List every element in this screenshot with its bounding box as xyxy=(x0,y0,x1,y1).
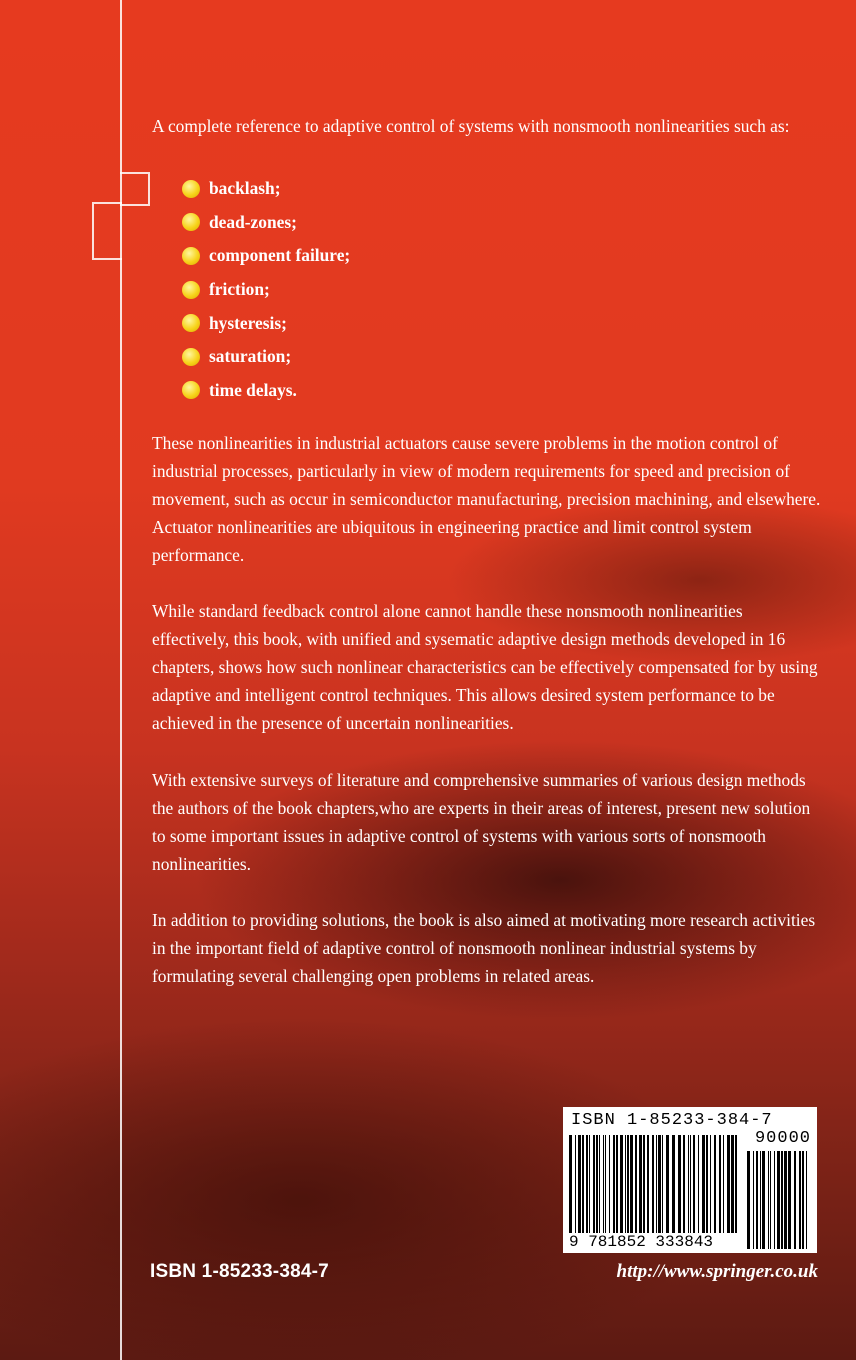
bullet-icon xyxy=(182,381,200,399)
barcode-bar xyxy=(799,1151,801,1249)
barcode-bar xyxy=(593,1135,595,1233)
barcode-bar xyxy=(762,1151,765,1249)
barcode-bar xyxy=(613,1135,615,1233)
barcode-addon-number: 90000 xyxy=(754,1129,811,1148)
barcode-bar xyxy=(688,1135,689,1233)
decorative-bracket-upper xyxy=(120,172,150,206)
barcode-bar xyxy=(806,1151,807,1249)
barcode-bar xyxy=(693,1135,695,1233)
list-item xyxy=(182,206,350,240)
bullet-icon xyxy=(182,247,200,265)
list-item-label: hysteresis; xyxy=(209,312,287,333)
barcode-bar xyxy=(605,1135,606,1233)
bullet-icon xyxy=(182,213,200,231)
barcode-bar xyxy=(635,1135,637,1233)
barcode-bar xyxy=(710,1135,711,1233)
barcode-bar xyxy=(596,1135,598,1233)
barcode-addon-bars xyxy=(747,1151,811,1249)
list-item-label: dead-zones; xyxy=(209,211,297,232)
barcode-bar xyxy=(756,1151,758,1249)
barcode-bar xyxy=(666,1135,669,1233)
barcode-bar xyxy=(702,1135,705,1233)
barcode-bar xyxy=(727,1135,730,1233)
barcode-digits: 9 781852 333843 xyxy=(569,1233,714,1251)
barcode-bar xyxy=(582,1135,584,1233)
publisher-url: http://www.springer.co.uk xyxy=(616,1261,818,1282)
barcode-bar xyxy=(777,1151,780,1249)
barcode-bar xyxy=(647,1135,649,1233)
intro-text: A complete reference to adaptive control of systems with nonsmooth nonlinearities such as: xyxy=(152,116,790,136)
paragraph-book-methods: While standard feedback control alone cannot handle these nonsmooth nonlinearities effectively, this book, with unified and sysematic adaptive design methods developed in 16 chapters, shows how such nonlinear characteristics can be effectively compensated for by using adaptive and intelligent control techniques. This allows desired system performance to be achieved in the presence of uncertain nonlinearities. xyxy=(152,601,818,733)
list-item xyxy=(182,273,350,307)
barcode-bar xyxy=(603,1135,604,1233)
list-item-label: backlash; xyxy=(209,178,281,199)
list-item-label: component failure; xyxy=(209,245,351,266)
barcode-bar xyxy=(714,1135,716,1233)
barcode-bar xyxy=(719,1135,721,1233)
barcode-bar xyxy=(784,1151,787,1249)
barcode-bar xyxy=(747,1151,750,1249)
list-item xyxy=(182,306,350,340)
paragraph-actuator-problems: These nonlinearities in industrial actuators cause severe problems in the motion control of industrial processes, particularly in view of modern requirements for speed and precision of movement, such as occur in semiconductor manufacturing, precision machining, and elsewhere. Actuator nonlinearities are ubiquitous in engineering practice and limit control system performance. xyxy=(152,433,821,565)
list-item xyxy=(182,172,350,206)
barcode-bar xyxy=(643,1135,645,1233)
decorative-bracket-lower xyxy=(92,202,122,260)
barcode-bar xyxy=(599,1135,600,1233)
barcode-bar xyxy=(683,1135,685,1233)
barcode-bar xyxy=(770,1151,771,1249)
paragraph-open-problems: In addition to providing solutions, the book is also aimed at motivating more research activities in the important field of adaptive control of nonsmooth nonlinear industrial systems by formulating several challenging open problems in related areas. xyxy=(152,910,816,986)
nonlinearity-list xyxy=(182,172,350,407)
barcode-bar xyxy=(731,1135,734,1233)
barcode-bar xyxy=(569,1135,572,1233)
list-item xyxy=(182,374,350,408)
barcode-bar xyxy=(678,1135,681,1233)
barcode-bar xyxy=(753,1151,754,1249)
list-item-label: saturation; xyxy=(209,346,292,367)
barcode-bar xyxy=(625,1135,626,1233)
barcode-bar xyxy=(723,1135,724,1233)
barcode-bars xyxy=(569,1135,739,1233)
barcode-isbn-label: ISBN 1-85233-384-7 xyxy=(571,1111,773,1130)
barcode-bar xyxy=(656,1135,657,1233)
barcode-bar xyxy=(794,1151,796,1249)
list-item xyxy=(182,340,350,374)
bullet-icon xyxy=(182,348,200,366)
barcode-bar xyxy=(788,1151,791,1249)
barcode-bar xyxy=(639,1135,642,1233)
barcode-bar xyxy=(586,1135,588,1233)
list-item-label: time delays. xyxy=(209,379,297,400)
barcode-bar xyxy=(662,1135,663,1233)
barcode-bar xyxy=(672,1135,675,1233)
paragraph-surveys: With extensive surveys of literature and comprehensive summaries of various design methods the authors of the book chapters,who are experts in their areas of interest, present new solution to some important issues in adaptive control of systems with various sorts of nonsmooth nonlinearities. xyxy=(152,770,811,874)
barcode xyxy=(563,1107,817,1253)
barcode-bar xyxy=(658,1135,661,1233)
barcode-bar xyxy=(781,1151,783,1249)
barcode-bar xyxy=(774,1151,775,1249)
barcode-bar xyxy=(578,1135,581,1233)
bullet-icon xyxy=(182,180,200,198)
barcode-bar xyxy=(768,1151,769,1249)
barcode-bar xyxy=(575,1135,576,1233)
list-item xyxy=(182,239,350,273)
barcode-bar xyxy=(735,1135,737,1233)
barcode-bar xyxy=(627,1135,629,1233)
barcode-bar xyxy=(589,1135,590,1233)
bullet-icon xyxy=(182,314,200,332)
barcode-bar xyxy=(706,1135,708,1233)
bullet-icon xyxy=(182,281,200,299)
barcode-bar xyxy=(690,1135,691,1233)
barcode-bar xyxy=(802,1151,804,1249)
barcode-bar xyxy=(616,1135,618,1233)
barcode-bar xyxy=(630,1135,633,1233)
barcode-bar xyxy=(698,1135,699,1233)
barcode-bar xyxy=(652,1135,654,1233)
barcode-bar xyxy=(620,1135,623,1233)
barcode-bar xyxy=(609,1135,610,1233)
list-item-label: friction; xyxy=(209,279,270,300)
footer-isbn: ISBN 1-85233-384-7 xyxy=(150,1261,329,1282)
barcode-bar xyxy=(760,1151,761,1249)
